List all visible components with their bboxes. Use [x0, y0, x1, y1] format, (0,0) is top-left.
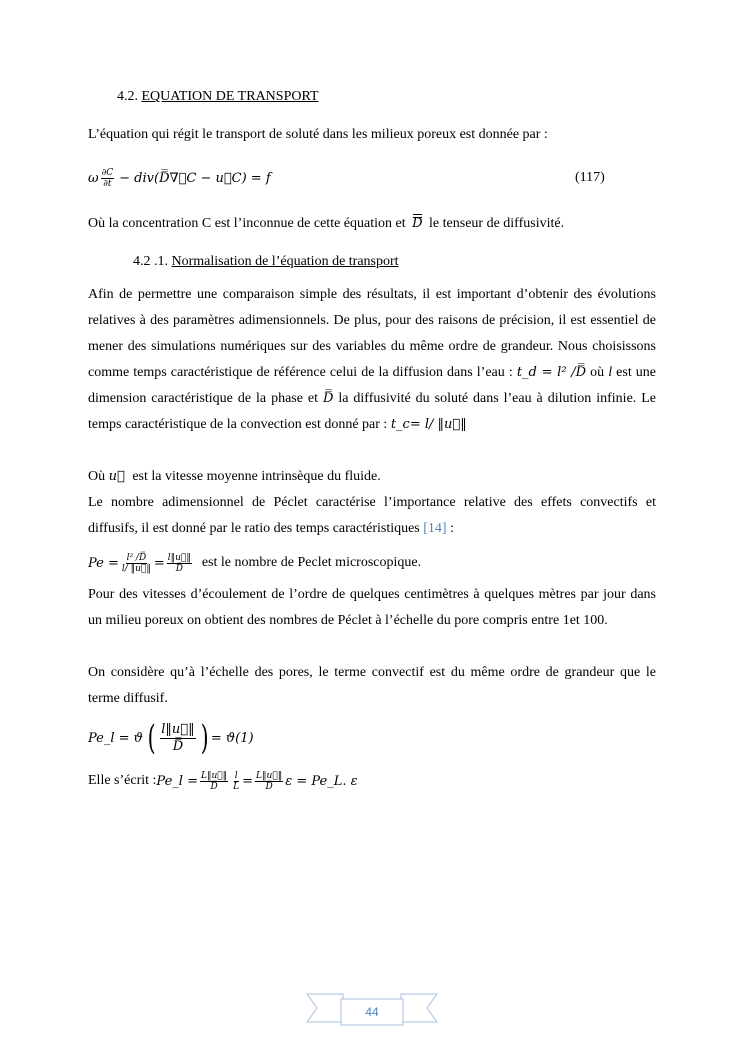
partial-numerator: ∂C [101, 167, 114, 178]
pe-f1-denominator: l/ ‖u⃗‖ [121, 563, 151, 574]
pe-f1-numerator: l² /D̿ [126, 552, 147, 563]
para1-text-c: est une dimension caractéristique de la phase et [88, 365, 657, 406]
page-number: 44 [365, 1005, 379, 1019]
final-rhs: ε = Pe_L. ε [285, 773, 358, 789]
d-symbol: D̿ [322, 391, 334, 406]
tensor-d-symbol [412, 214, 422, 234]
para1-text-d: la diffusivité du soluté dans l’eau à dilution infinie. Le temps caractéristique de la convection est donné par : [88, 391, 656, 432]
partial-fraction [101, 168, 115, 189]
section-number: 4.2. [117, 89, 138, 104]
tensor-d-letter: D [412, 216, 423, 231]
equation-117 [88, 164, 271, 192]
pel-denominator: D̿ [172, 738, 184, 754]
pel-numerator: l‖u⃗‖ [161, 721, 195, 737]
pel-fraction [160, 722, 195, 755]
left-paren-icon: ( [147, 718, 156, 758]
unknown-line [88, 214, 656, 234]
equation-number: (117) [575, 170, 605, 185]
final-f3-denominator: D̿ [265, 781, 273, 792]
citation-link[interactable]: [14] [423, 521, 447, 536]
paragraph-3: On considère qu’à l’échelle des pores, le terme convectif est du même ordre de grandeur que le terme diffusif. [88, 665, 656, 706]
unknown-text-2: le tenseur de diffusivité. [429, 216, 565, 231]
section-title: EQUATION DE TRANSPORT [141, 89, 319, 104]
tc-expression: t_c= l/ ‖u⃗‖ [390, 417, 467, 432]
final-text: Elle s’écrit : [88, 773, 157, 788]
double-bar-icon [413, 214, 421, 218]
final-f1-numerator: L‖u⃗‖ [200, 770, 228, 781]
pel-equation [88, 716, 254, 760]
page-footer [307, 990, 437, 1030]
pel-lhs: Pe_l = ϑ [88, 730, 143, 746]
pel-rhs: = ϑ(1) [210, 730, 254, 746]
pe-lhs: Pe = [88, 555, 119, 571]
paragraph-2: Pour des vitesses d’écoulement de l’ordre de quelques centimètres à quelques mètres par jour dans un milieu poreux on obtient des nombres de Péclet à l’échelle du pore compris entre 1et 100. [88, 587, 656, 628]
velocity-symbol: u⃗ [108, 469, 125, 484]
omega-symbol: ω [88, 170, 99, 186]
velocity-text-2: est la vitesse moyenne intrinsèque du fluide. [132, 469, 381, 484]
final-fraction-2 [232, 771, 240, 792]
peclet-paragraph [88, 490, 656, 542]
velocity-line [88, 466, 381, 488]
para1-text-a: Afin de permettre une comparaison simple des résultats, il est important d’obtenir des évolutions relatives à des paramètres adimensionnels. De plus, pour des raisons de précision, il est essentiel de mener des simulations numériques sur des variables du même ordre de grandeur. Nous choisissons comme temps caractéristique de référence celui de la diffusion dans l’eau : [88, 287, 656, 380]
final-lhs: Pe_l = [156, 773, 198, 789]
l-variable: l [608, 365, 613, 380]
para1-text-b: où [590, 365, 605, 380]
final-line [88, 765, 358, 797]
velocity-text-1: Où [88, 469, 106, 484]
peclet-text: Le nombre adimensionnel de Péclet caractérise l’importance relative des effets convectifs et diffusifs, il est donné par le ratio des temps caractéristiques [88, 495, 656, 536]
partial-denominator: ∂t [103, 178, 112, 189]
intro-text: L’équation qui régit le transport de soluté dans les milieux poreux est donnée par : [88, 127, 548, 142]
subsection-heading [133, 254, 399, 270]
section-heading [117, 89, 319, 105]
pe-f2-numerator: l‖u⃗‖ [167, 552, 191, 563]
pe-fraction-2 [167, 553, 192, 574]
pe-equals: = [153, 555, 165, 571]
subsection-title: Normalisation de l’équation de transport [171, 254, 399, 269]
td-expression: t_d = l² /D̿ [516, 365, 587, 380]
pe-fraction-1 [121, 553, 152, 574]
final-f2-numerator: l [234, 770, 238, 781]
final-f1-denominator: D̿ [210, 781, 218, 792]
paragraph-1 [88, 282, 656, 438]
final-f2-denominator: L [233, 781, 240, 792]
pe-f2-denominator: D̿ [175, 563, 183, 574]
final-fraction-3 [255, 771, 283, 792]
final-equals: = [242, 773, 254, 789]
final-fraction-1 [200, 771, 228, 792]
pe-equation [88, 547, 421, 579]
final-f3-numerator: L‖u⃗‖ [256, 770, 283, 781]
equation-rest: − div(D̿∇⃗C − u⃗C) = f [119, 170, 271, 186]
pe-description: est le nombre de Peclet microscopique. [201, 555, 422, 570]
unknown-text-1: Où la concentration C est l’inconnue de cette équation et [88, 216, 406, 231]
right-paren-icon: ) [200, 718, 209, 758]
peclet-colon: : [450, 521, 454, 536]
subsection-number: 4.2 .1. [133, 254, 168, 269]
